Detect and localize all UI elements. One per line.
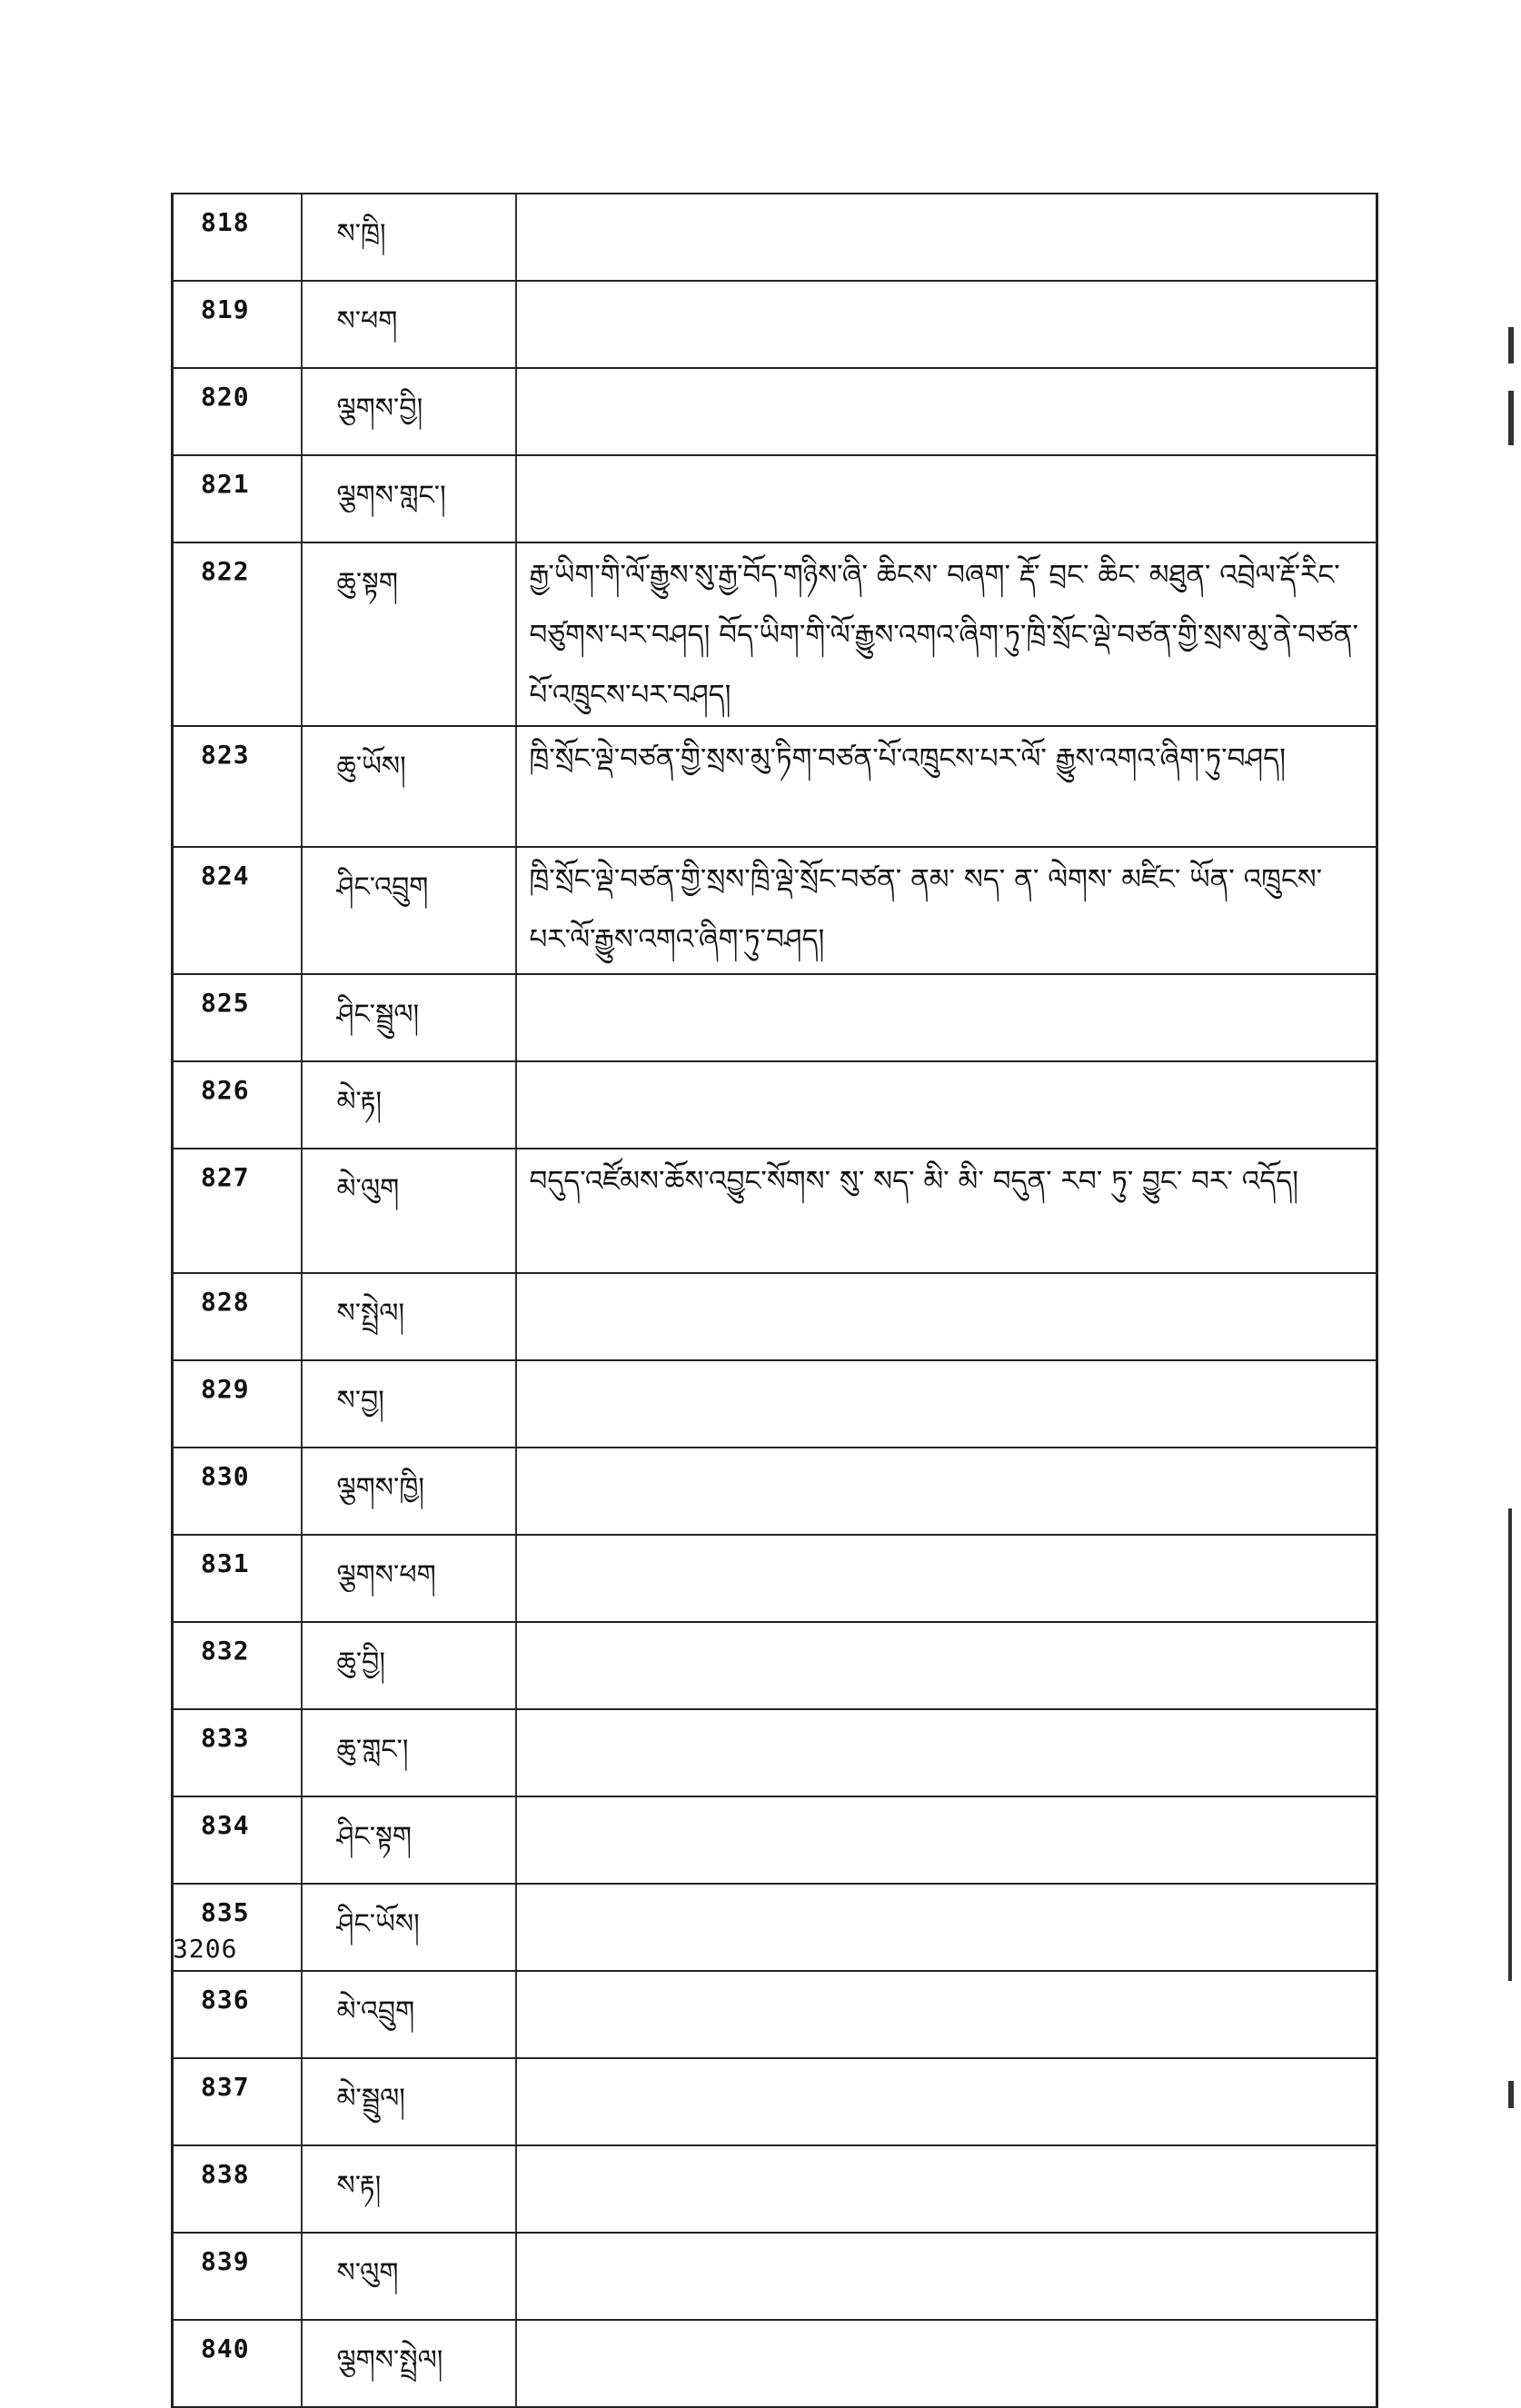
year-description (516, 2058, 1377, 2145)
row-number: 833 (173, 1709, 302, 1796)
year-description: རྒྱ་ཡིག་གི་ལོ་རྒྱུས་སུ་རྒྱ་བོད་གཉིས་ཞི་ ཆིངས་ བཞག་ རྡོ་ བྲང་ ཆིང་ མཐུན་ འབྲེལ་རྡོ་རིང་བཙུགས་པར་བཤད། བོད་ཡིག་གི་ལོ་རྒྱུས་འགའ་ཞིག་ཏུ་ཁྲི་སྲོང་ལྡེ་བཙན་གྱི་སྲས་མུ་ནེ་བཙན་པོ་འཁྲུངས་པར་བཤད། (516, 542, 1377, 726)
year-description (516, 1061, 1377, 1149)
year-description (516, 368, 1377, 455)
row-number: 819 (173, 281, 302, 368)
year-description (516, 974, 1377, 1061)
row-number: 837 (173, 2058, 302, 2145)
year-term: མེ་ལུག (302, 1149, 516, 1273)
row-number: 818 (173, 194, 302, 281)
year-description (516, 194, 1377, 281)
year-description (516, 455, 1377, 542)
table-row (173, 2058, 1377, 2145)
year-description (516, 1971, 1377, 2058)
year-term: མེ་འབྲུག (302, 1971, 516, 2058)
row-number: 834 (173, 1796, 302, 1884)
page-number: 3206 (173, 1934, 238, 1964)
year-term: ལྕགས་གླང་། (302, 455, 516, 542)
row-number: 827 (173, 1149, 302, 1273)
table-row (173, 1884, 1377, 1971)
year-description: བདུད་འཛོམས་ཆོས་འབྱུང་སོགས་ སུ་ སད་ མི་ མི་ བདུན་ རབ་ ཏུ་ བྱུང་ བར་ འདོད། (516, 1149, 1377, 1273)
table-row (173, 2320, 1377, 2407)
table-row (173, 1360, 1377, 1448)
row-number: 822 (173, 542, 302, 726)
table-row (173, 194, 1377, 281)
row-number: 820 (173, 368, 302, 455)
row-number: 839 (173, 2233, 302, 2320)
year-term: ཤིང་ཡོས། (302, 1884, 516, 1971)
row-number: 831 (173, 1535, 302, 1622)
table-row (173, 2233, 1377, 2320)
table-row (173, 1535, 1377, 1622)
year-description (516, 1884, 1377, 1971)
table-row (173, 368, 1377, 455)
year-description (516, 1273, 1377, 1360)
row-number: 840 (173, 2320, 302, 2407)
year-term: ལྕགས་ཁྱི། (302, 1448, 516, 1535)
year-term: ཤིང་འབྲུག (302, 847, 516, 974)
year-table (171, 193, 1378, 2408)
year-description (516, 2320, 1377, 2407)
year-term: ཆུ་གླང་། (302, 1709, 516, 1796)
row-number: 821 (173, 455, 302, 542)
table-row (173, 1709, 1377, 1796)
row-number: 832 (173, 1622, 302, 1709)
row-number: 829 (173, 1360, 302, 1448)
table-row (173, 281, 1377, 368)
row-number: 830 (173, 1448, 302, 1535)
row-number: 826 (173, 1061, 302, 1149)
table-row (173, 1448, 1377, 1535)
year-table-body (173, 194, 1377, 2407)
year-term: ས་བྱ། (302, 1360, 516, 1448)
year-term: ས་སྤྲེལ། (302, 1273, 516, 1360)
table-row (173, 1273, 1377, 1360)
row-number: 823 (173, 726, 302, 847)
year-term: ལྕགས་སྤྲེལ། (302, 2320, 516, 2407)
table-row (173, 455, 1377, 542)
year-term: མེ་སྦྲུལ། (302, 2058, 516, 2145)
year-term: ཆུ་བྱི། (302, 1622, 516, 1709)
row-number: 838 (173, 2145, 302, 2233)
year-description (516, 1709, 1377, 1796)
year-term: ཤིང་སྦྲུལ། (302, 974, 516, 1061)
year-term: ཆུ་སྟག (302, 542, 516, 726)
year-description (516, 1796, 1377, 1884)
year-term: ལྕགས་བྱི། (302, 368, 516, 455)
scan-edge-marks (1508, 327, 1516, 2108)
row-number: 835 (173, 1884, 302, 1971)
year-term: ལྕགས་ཕག (302, 1535, 516, 1622)
table-row (173, 1622, 1377, 1709)
year-term: ས་ཁྲི། (302, 194, 516, 281)
year-description (516, 1535, 1377, 1622)
table-row (173, 1061, 1377, 1149)
table-row (173, 726, 1377, 847)
year-term: ས་ལུག (302, 2233, 516, 2320)
table-row (173, 1971, 1377, 2058)
year-term: ས་རྟ། (302, 2145, 516, 2233)
row-number: 824 (173, 847, 302, 974)
table-row (173, 1149, 1377, 1273)
year-description (516, 1448, 1377, 1535)
row-number: 825 (173, 974, 302, 1061)
table-row (173, 847, 1377, 974)
year-description: ཁྲི་སྲོང་ལྡེ་བཙན་གྱི་སྲས་ཁྲི་ལྡེ་སྲོང་བཙན་ ནམ་ སད་ ན་ ལེགས་ མཛིང་ ཡོན་ འཁྲུངས་པར་ལོ་རྒྱུས་འགའ་ཞིག་ཏུ་བཤད། (516, 847, 1377, 974)
year-term: ས་ཕག (302, 281, 516, 368)
table-row (173, 1796, 1377, 1884)
year-term: ཤིང་སྟག (302, 1796, 516, 1884)
year-description (516, 1622, 1377, 1709)
year-description: ཁྲི་སྲོང་ལྡེ་བཙན་གྱི་སྲས་མུ་ཏིག་བཙན་པོ་འཁྲུངས་པར་ལོ་ རྒྱུས་འགའ་ཞིག་ཏུ་བཤད། (516, 726, 1377, 847)
table-row (173, 974, 1377, 1061)
row-number: 836 (173, 1971, 302, 2058)
year-term: མེ་རྟ། (302, 1061, 516, 1149)
year-description (516, 281, 1377, 368)
table-row (173, 542, 1377, 726)
row-number: 828 (173, 1273, 302, 1360)
table-row (173, 2145, 1377, 2233)
year-description (516, 2145, 1377, 2233)
year-description (516, 2233, 1377, 2320)
year-term: ཆུ་ཡོས། (302, 726, 516, 847)
year-description (516, 1360, 1377, 1448)
